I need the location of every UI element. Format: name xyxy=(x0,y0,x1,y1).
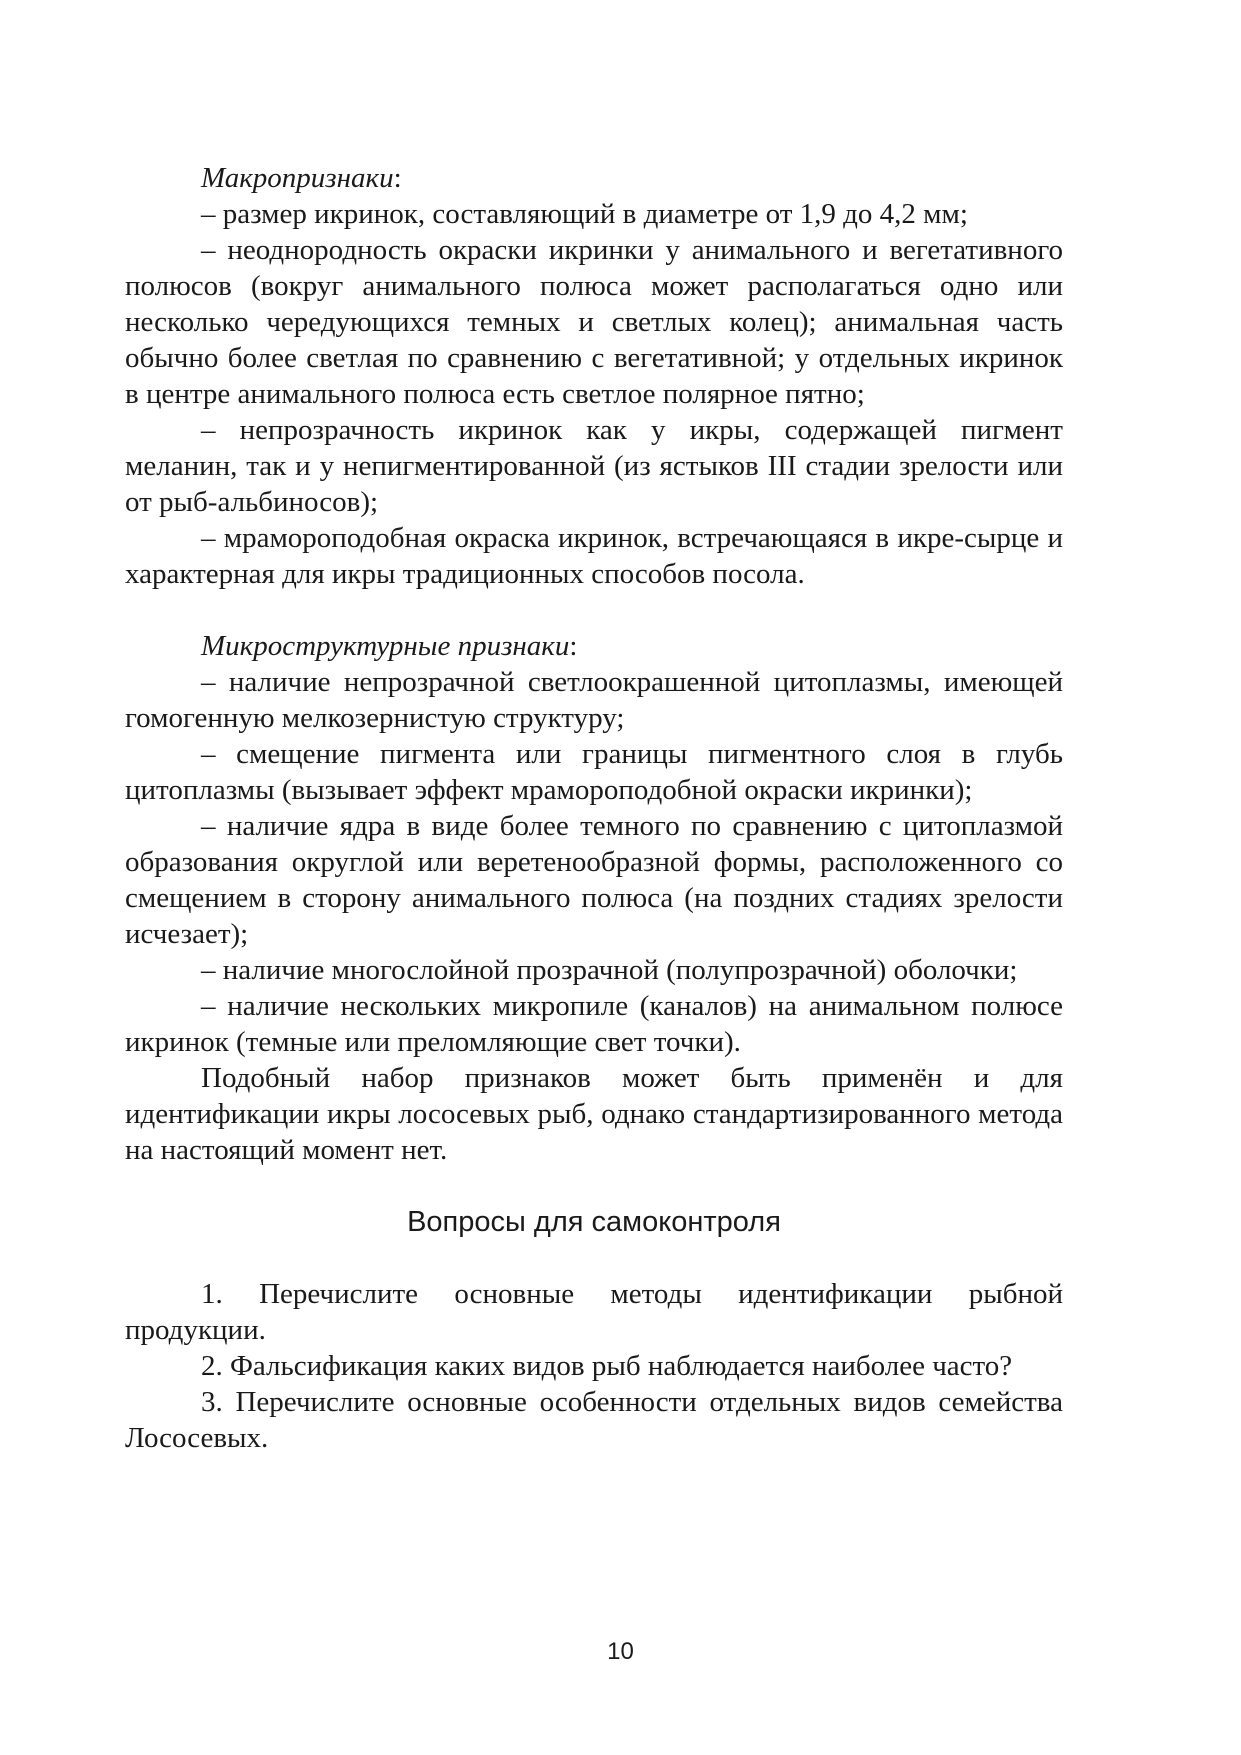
micro-item-1: – наличие непрозрачной светлоокрашенной цитоплазмы, имеющей гомогенную мелкозернистую структуру; xyxy=(125,666,1063,734)
question-1: 1. Перечислите основные методы идентификации рыбной продукции. xyxy=(125,1278,1063,1346)
macro-item-1: – размер икринок, составляющий в диаметре от 1,9 до 4,2 мм; xyxy=(201,198,968,230)
question-2: 2. Фальсификация каких видов рыб наблюдается наиболее часто? xyxy=(201,1350,1013,1382)
micro-item-4: – наличие многослойной прозрачной (полупрозрачной) оболочки; xyxy=(201,954,1018,986)
question-3: 3. Перечислите основные особенности отдельных видов семейства Лососевых. xyxy=(125,1386,1063,1454)
micro-item-3: – наличие ядра в виде более темного по сравнению с цитоплазмой образования округлой или веретенообразной формы, расположенного со смещением в сторону анимального полюса (на поздних стадиях зрелости исчезает); xyxy=(125,810,1063,950)
page-content xyxy=(125,160,1063,1456)
micro-item-2: – смещение пигмента или границы пигментного слоя в глубь цитоплазмы (вызывает эффект мрамороподобной окраски икринки); xyxy=(125,738,1063,806)
micro-heading-text: Микроструктурные признаки xyxy=(201,630,570,662)
micro-item-5: – наличие нескольких микропиле (каналов) на анимальном полюсе икринок (темные или преломляющие свет точки). xyxy=(125,990,1063,1058)
macro-heading-colon: : xyxy=(393,162,402,194)
micro-heading-colon: : xyxy=(569,630,578,662)
macro-heading xyxy=(125,160,1063,196)
questions-title: Вопросы для самоконтроля xyxy=(407,1206,781,1238)
macro-heading-text: Макропризнаки xyxy=(201,162,394,194)
micro-conclusion: Подобный набор признаков может быть применён и для идентификации икры лососевых рыб, однако стандартизированного метода на настоящий момент нет. xyxy=(125,1062,1063,1166)
spacer xyxy=(125,1240,1063,1276)
micro-heading xyxy=(125,628,1063,664)
spacer xyxy=(125,1168,1063,1204)
page-number: 10 xyxy=(607,1638,634,1665)
macro-item-4: – мрамороподобная окраска икринок, встречающаяся в икре-сырце и характерная для икры традиционных способов посола. xyxy=(125,522,1063,590)
macro-item-3: – непрозрачность икринок как у икры, содержащей пигмент меланин, так и у непигментированной (из ястыков III стадии зрелости или от рыб-альбиносов); xyxy=(125,414,1063,518)
spacer xyxy=(125,592,1063,628)
macro-item-2: – неоднородность окраски икринки у анимального и вегетативного полюсов (вокруг анимального полюса может располагаться одно или несколько чередующихся темных и светлых колец); анимальная часть обычно более светлая по сравнению с вегетативной; у отдельных икринок в центре анимального полюса есть светлое полярное пятно; xyxy=(125,234,1063,410)
